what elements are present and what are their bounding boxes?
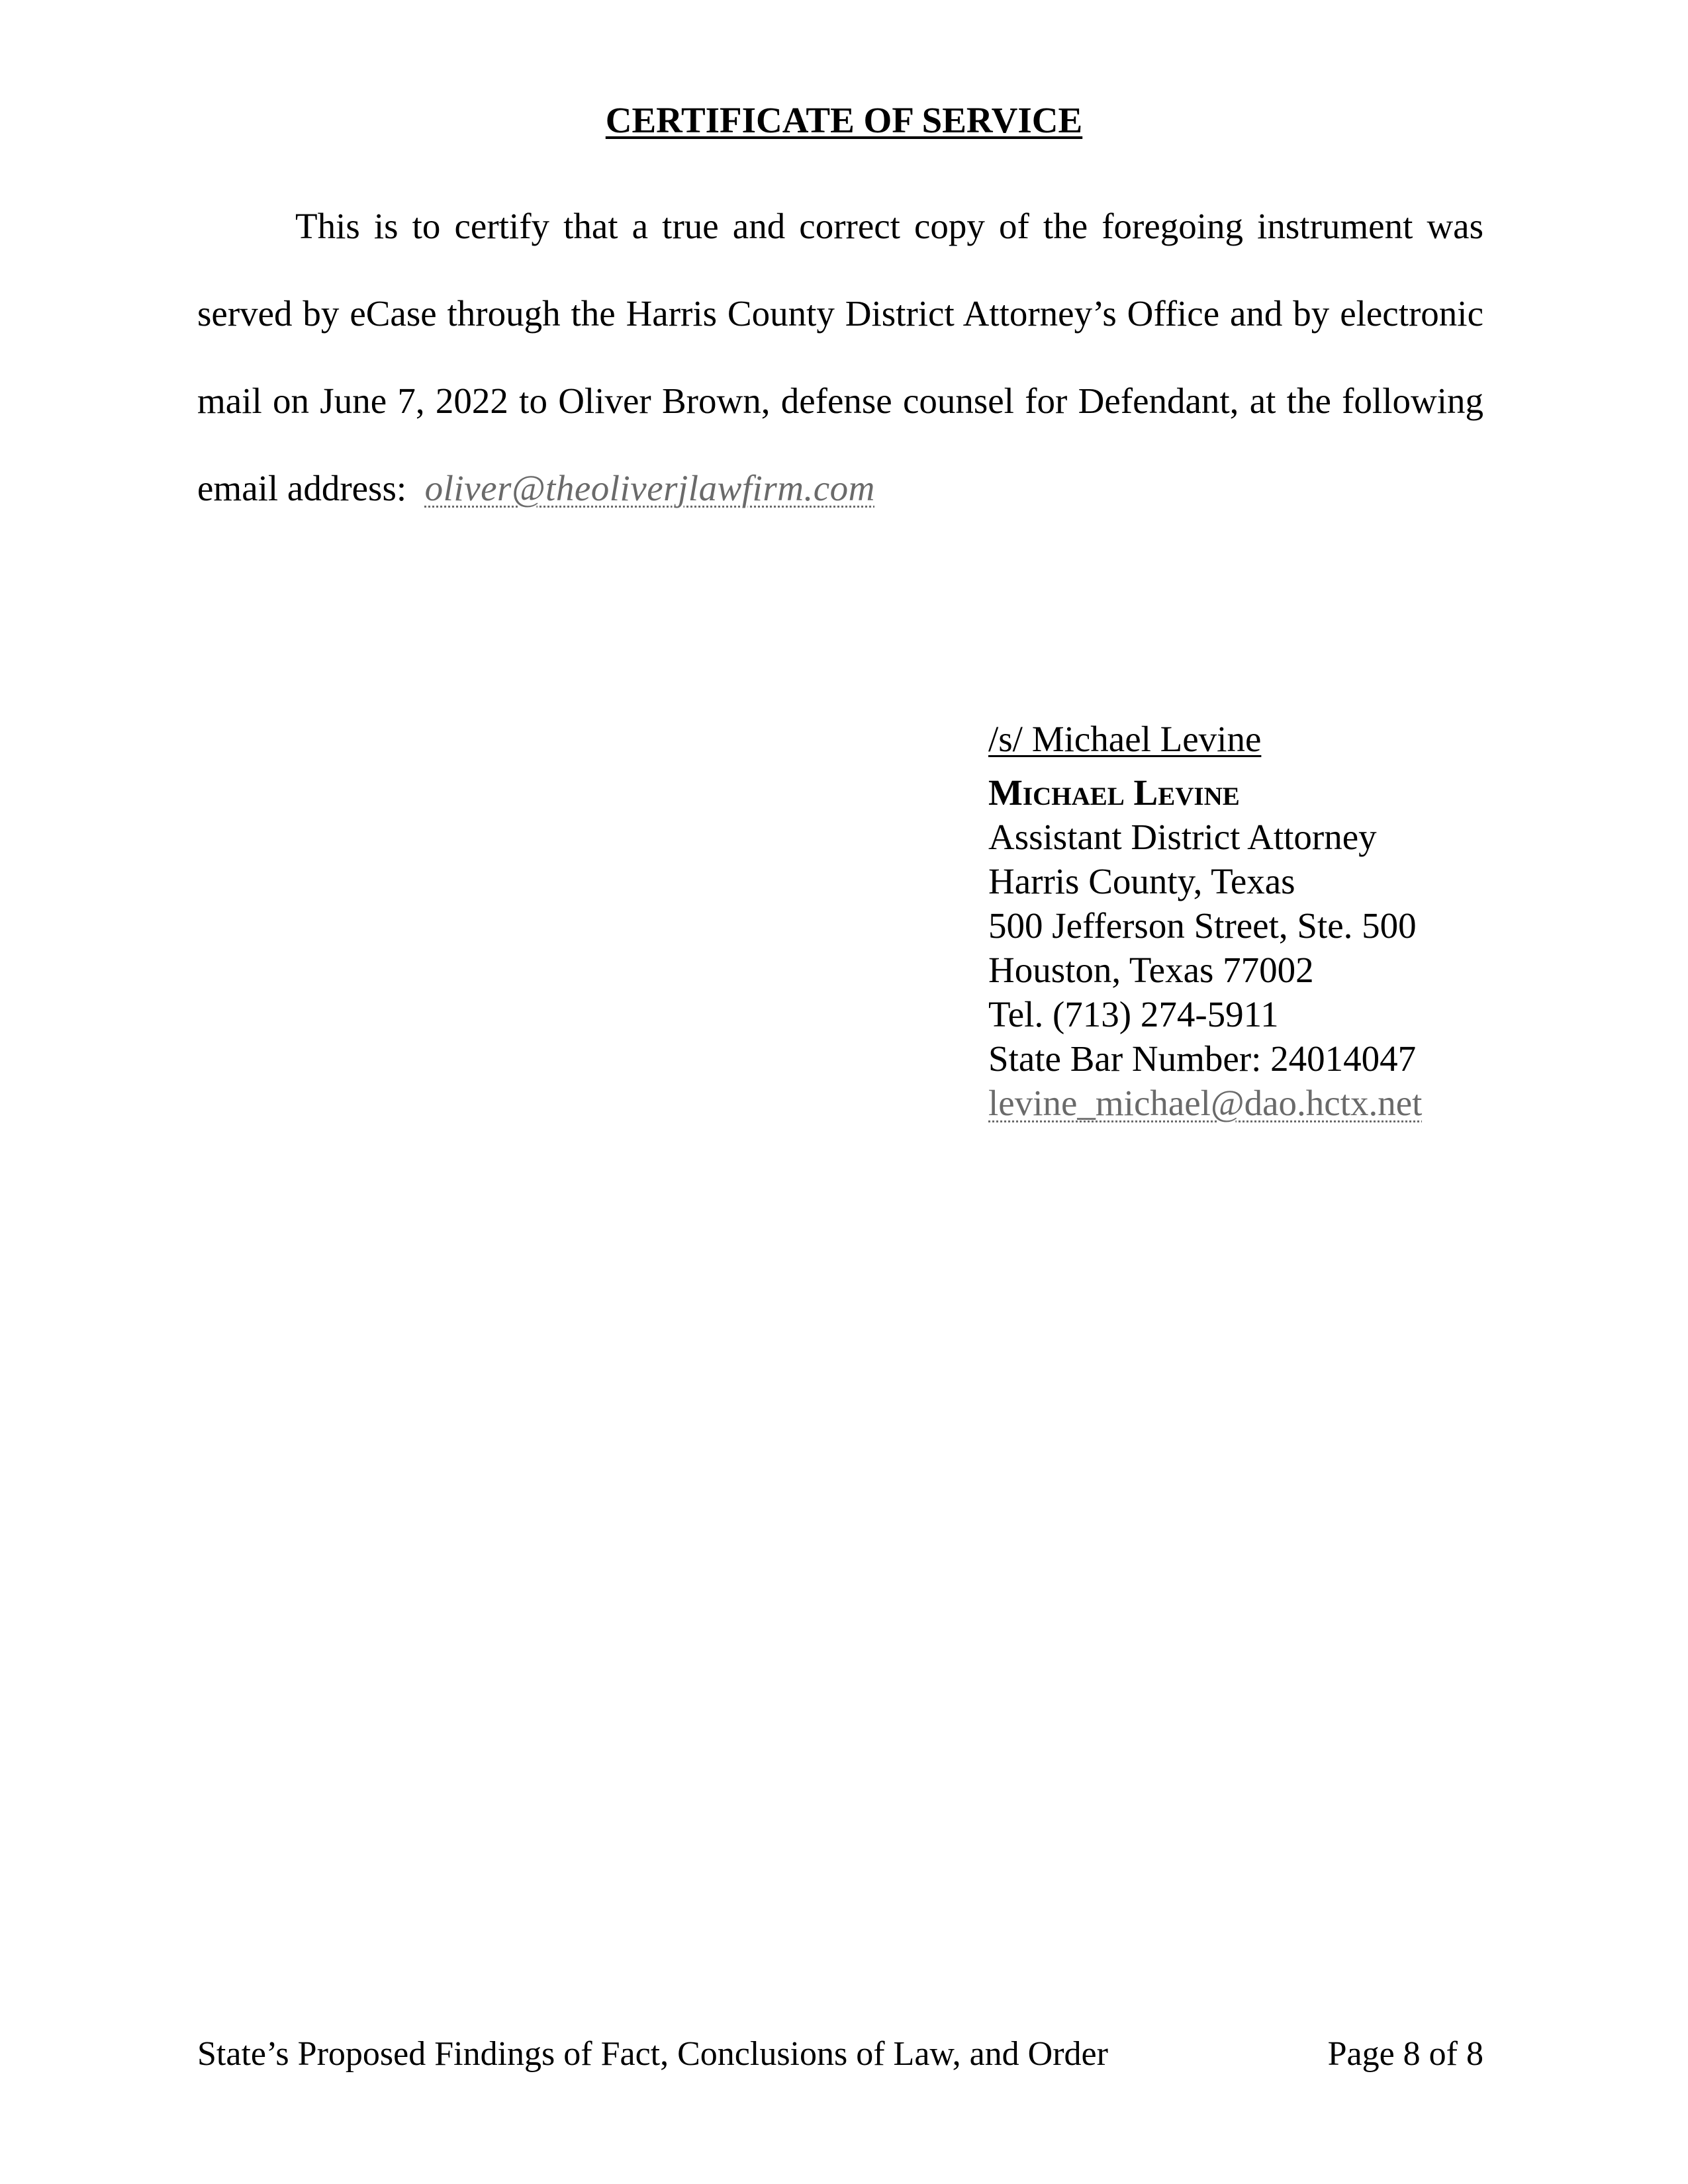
signer-title: Assistant District Attorney bbox=[988, 817, 1377, 857]
defense-email-link[interactable]: oliver@theoliverjlawfirm.com bbox=[424, 468, 875, 508]
address-line-1: 500 Jefferson Street, Ste. 500 bbox=[988, 905, 1417, 946]
footer-page-number: Page 8 of 8 bbox=[1327, 2035, 1483, 2073]
page-title: CERTIFICATE OF SERVICE bbox=[605, 100, 1083, 140]
bar-number: State Bar Number: 24014047 bbox=[988, 1038, 1417, 1079]
certificate-text: This is to certify that a true and correct copy of the foregoing instrument was served by eCase through the Harris County District Attorney’s Office and by electronic mail on June 7, 2022 to Oliver Brown, defense counsel for Defendant, at the following email address: bbox=[197, 206, 1483, 508]
signer-email-link[interactable]: levine_michael@dao.hctx.net bbox=[988, 1083, 1423, 1123]
electronic-signature: /s/ Michael Levine bbox=[988, 719, 1262, 759]
signature-block bbox=[988, 717, 1584, 1125]
phone-number: Tel. (713) 274-5911 bbox=[988, 994, 1279, 1034]
footer-document-title: State’s Proposed Findings of Fact, Conclusions of Law, and Order bbox=[197, 2035, 1108, 2073]
address-line-2: Houston, Texas 77002 bbox=[988, 950, 1314, 990]
signer-name: Michael Levine bbox=[988, 772, 1240, 813]
certificate-paragraph bbox=[197, 183, 1483, 532]
signer-county: Harris County, Texas bbox=[988, 861, 1295, 901]
